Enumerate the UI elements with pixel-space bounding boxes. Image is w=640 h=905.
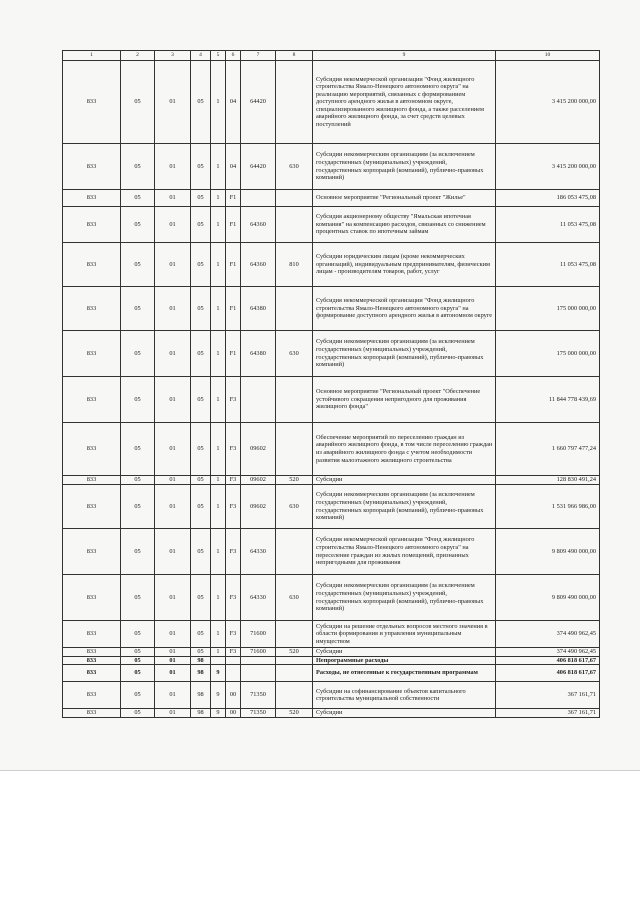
code-cell: F1	[226, 331, 241, 377]
code-cell: 630	[276, 575, 313, 621]
code-cell: 05	[121, 529, 155, 575]
code-cell: 1	[211, 287, 226, 331]
description-cell: Субсидии юридическим лицам (кроме некоммерческих организаций), индивидуальным предпринимателям, физическим лицам - производителям товаров, работ, услуг	[313, 243, 496, 287]
code-cell: F3	[226, 485, 241, 529]
code-cell: F3	[226, 529, 241, 575]
code-cell: 05	[191, 423, 211, 476]
description-cell: Субсидии некоммерческим организациям (за исключением государственных (муниципальных) учреждений, государственных корпораций (компаний), публично-правовых компаний)	[313, 485, 496, 529]
code-cell	[276, 287, 313, 331]
code-cell: 01	[155, 656, 191, 665]
amount-cell: 11 053 475,08	[496, 243, 600, 287]
code-cell: F3	[226, 476, 241, 485]
description-cell: Субсидии	[313, 648, 496, 657]
column-header: 3	[155, 51, 191, 61]
code-cell: 05	[191, 476, 211, 485]
amount-cell: 1 531 966 986,00	[496, 485, 600, 529]
code-cell: 64380	[241, 331, 276, 377]
code-cell: 833	[63, 207, 121, 243]
table-row	[63, 648, 600, 657]
table-row	[63, 331, 600, 377]
code-cell: 1	[211, 207, 226, 243]
code-cell: 05	[121, 621, 155, 648]
table-row	[63, 621, 600, 648]
description-cell: Субсидии	[313, 709, 496, 718]
code-cell: F3	[226, 621, 241, 648]
code-cell: 64330	[241, 529, 276, 575]
description-cell: Основное мероприятие "Региональный проект "Обеспечение устойчивого сокращения непригодного для проживания жилищного фонда"	[313, 377, 496, 423]
code-cell	[276, 423, 313, 476]
code-cell	[276, 682, 313, 709]
code-cell: 05	[121, 423, 155, 476]
code-cell	[241, 665, 276, 682]
table-row	[63, 287, 600, 331]
column-header: 8	[276, 51, 313, 61]
table-row	[63, 709, 600, 718]
code-cell: 1	[211, 621, 226, 648]
code-cell: 520	[276, 476, 313, 485]
table-row	[63, 485, 600, 529]
code-cell: 833	[63, 476, 121, 485]
code-cell: 09602	[241, 485, 276, 529]
table-row	[63, 682, 600, 709]
description-cell: Субсидия акционерному обществу "Ямальская ипотечная компания" на компенсацию расходов, связанных со снижением процентных ставок по ипотечным займам	[313, 207, 496, 243]
description-cell: Обеспечение мероприятий по переселению граждан из аварийного жилищного фонда, в том числе переселению граждан из аварийного жилищного фонда с учетом необходимости развития малоэтажного жилищного строительства	[313, 423, 496, 476]
code-cell: 1	[211, 575, 226, 621]
code-cell: 01	[155, 648, 191, 657]
code-cell: 833	[63, 243, 121, 287]
amount-cell: 374 490 962,45	[496, 648, 600, 657]
code-cell	[241, 377, 276, 423]
code-cell: 05	[191, 377, 211, 423]
code-cell	[211, 656, 226, 665]
description-cell: Субсидии	[313, 476, 496, 485]
code-cell: 01	[155, 423, 191, 476]
code-cell: 05	[191, 575, 211, 621]
code-cell: 98	[191, 656, 211, 665]
code-cell: 833	[63, 144, 121, 190]
code-cell: 04	[226, 144, 241, 190]
code-cell: 04	[226, 61, 241, 144]
column-header: 7	[241, 51, 276, 61]
code-cell: 810	[276, 243, 313, 287]
code-cell	[241, 190, 276, 207]
table-row	[63, 575, 600, 621]
amount-cell: 3 415 200 000,00	[496, 61, 600, 144]
column-header: 2	[121, 51, 155, 61]
amount-cell: 175 000 000,00	[496, 331, 600, 377]
code-cell: 05	[191, 243, 211, 287]
code-cell: 1	[211, 529, 226, 575]
code-cell: 9	[211, 682, 226, 709]
column-header: 6	[226, 51, 241, 61]
code-cell: F1	[226, 243, 241, 287]
code-cell: 630	[276, 331, 313, 377]
code-cell: 05	[121, 207, 155, 243]
code-cell: 1	[211, 243, 226, 287]
code-cell: 01	[155, 377, 191, 423]
page-edge	[0, 770, 640, 771]
code-cell: 01	[155, 331, 191, 377]
code-cell	[226, 665, 241, 682]
table-row	[63, 529, 600, 575]
code-cell: 05	[121, 485, 155, 529]
description-cell: Субсидии некоммерческим организациям (за исключением государственных (муниципальных) учреждений, государственных корпораций (компаний), публично-правовых компаний)	[313, 144, 496, 190]
column-header: 5	[211, 51, 226, 61]
table-row	[63, 665, 600, 682]
description-cell: Расходы, не отнесенные к государственным программам	[313, 665, 496, 682]
code-cell: F1	[226, 287, 241, 331]
code-cell: 833	[63, 287, 121, 331]
code-cell: 833	[63, 485, 121, 529]
code-cell: 9	[211, 665, 226, 682]
code-cell: 71600	[241, 648, 276, 657]
description-cell: Субсидии на решение отдельных вопросов местного значения в области формирования и управления муниципальным имуществом	[313, 621, 496, 648]
code-cell	[276, 665, 313, 682]
table-row	[63, 144, 600, 190]
code-cell: 833	[63, 656, 121, 665]
code-cell: 833	[63, 423, 121, 476]
code-cell: 833	[63, 377, 121, 423]
table-row	[63, 243, 600, 287]
code-cell	[226, 656, 241, 665]
code-cell: 1	[211, 144, 226, 190]
code-cell	[276, 207, 313, 243]
code-cell: 05	[121, 190, 155, 207]
amount-cell: 186 053 475,08	[496, 190, 600, 207]
column-header: 10	[496, 51, 600, 61]
description-cell: Непрограммные расходы	[313, 656, 496, 665]
column-header: 9	[313, 51, 496, 61]
amount-cell: 175 000 000,00	[496, 287, 600, 331]
code-cell: 05	[121, 243, 155, 287]
code-cell: F3	[226, 423, 241, 476]
code-cell: 630	[276, 485, 313, 529]
code-cell: 64420	[241, 61, 276, 144]
description-cell: Субсидия некоммерческой организации "Фонд жилищного строительства Ямало-Ненецкого автономного округа" на переселение граждан из жилых помещений, признанных непригодными для проживания	[313, 529, 496, 575]
code-cell: 05	[191, 190, 211, 207]
code-cell: 1	[211, 485, 226, 529]
code-cell	[276, 621, 313, 648]
code-cell: 05	[191, 207, 211, 243]
code-cell: F3	[226, 377, 241, 423]
code-cell: 71350	[241, 682, 276, 709]
code-cell: 09602	[241, 476, 276, 485]
code-cell: 630	[276, 144, 313, 190]
code-cell: 05	[191, 529, 211, 575]
code-cell: 00	[226, 709, 241, 718]
code-cell: 9	[211, 709, 226, 718]
amount-cell: 406 818 617,67	[496, 656, 600, 665]
amount-cell: 9 809 490 000,00	[496, 529, 600, 575]
code-cell: 833	[63, 575, 121, 621]
code-cell: 05	[191, 287, 211, 331]
code-cell: 09602	[241, 423, 276, 476]
code-cell: 05	[191, 61, 211, 144]
code-cell: 833	[63, 190, 121, 207]
code-cell: 833	[63, 61, 121, 144]
code-cell: 98	[191, 665, 211, 682]
code-cell: 05	[121, 144, 155, 190]
code-cell: 01	[155, 207, 191, 243]
table-row	[63, 656, 600, 665]
code-cell: 05	[121, 377, 155, 423]
code-cell	[276, 377, 313, 423]
amount-cell: 374 490 962,45	[496, 621, 600, 648]
amount-cell: 367 161,71	[496, 709, 600, 718]
code-cell: 05	[121, 709, 155, 718]
amount-cell: 11 844 778 439,69	[496, 377, 600, 423]
code-cell: 64330	[241, 575, 276, 621]
code-cell: 64360	[241, 207, 276, 243]
description-cell: Субсидия некоммерческой организации "Фонд жилищного строительства Ямало-Ненецкого автономного округа" на формирование доступного арендного жилья в автономном округе	[313, 287, 496, 331]
code-cell: 01	[155, 529, 191, 575]
budget-table	[62, 50, 600, 718]
code-cell: 01	[155, 190, 191, 207]
code-cell: 05	[121, 476, 155, 485]
amount-cell: 11 053 475,08	[496, 207, 600, 243]
description-cell: Субсидии некоммерческим организациям (за исключением государственных (муниципальных) учреждений, государственных корпораций (компаний), публично-правовых компаний)	[313, 331, 496, 377]
code-cell: 98	[191, 709, 211, 718]
code-cell: 833	[63, 665, 121, 682]
amount-cell: 9 809 490 000,00	[496, 575, 600, 621]
table-row	[63, 61, 600, 144]
code-cell: 01	[155, 476, 191, 485]
code-cell: 01	[155, 61, 191, 144]
column-header: 1	[63, 51, 121, 61]
amount-cell: 3 415 200 000,00	[496, 144, 600, 190]
code-cell: 01	[155, 144, 191, 190]
code-cell	[276, 529, 313, 575]
column-header: 4	[191, 51, 211, 61]
code-cell: 05	[191, 331, 211, 377]
code-cell: 1	[211, 476, 226, 485]
code-cell: F3	[226, 648, 241, 657]
code-cell: 1	[211, 190, 226, 207]
code-cell: 05	[121, 665, 155, 682]
code-cell: 05	[121, 61, 155, 144]
description-cell: Субсидии некоммерческим организациям (за исключением государственных (муниципальных) учреждений, государственных корпораций (компаний), публично-правовых компаний)	[313, 575, 496, 621]
code-cell: 01	[155, 243, 191, 287]
code-cell	[241, 656, 276, 665]
code-cell: 64420	[241, 144, 276, 190]
amount-cell: 406 818 617,67	[496, 665, 600, 682]
code-cell: 520	[276, 648, 313, 657]
amount-cell: 128 830 491,24	[496, 476, 600, 485]
code-cell: 71350	[241, 709, 276, 718]
table-row	[63, 476, 600, 485]
code-cell: 1	[211, 377, 226, 423]
code-cell: 05	[191, 621, 211, 648]
amount-cell: 367 161,71	[496, 682, 600, 709]
code-cell: 01	[155, 575, 191, 621]
description-cell: Основное мероприятие "Региональный проект "Жилье"	[313, 190, 496, 207]
code-cell: 1	[211, 648, 226, 657]
code-cell: 01	[155, 287, 191, 331]
table-row	[63, 423, 600, 476]
table-row	[63, 207, 600, 243]
code-cell: 833	[63, 648, 121, 657]
code-cell: 05	[121, 287, 155, 331]
description-cell: Субсидия некоммерческой организации "Фонд жилищного строительства Ямало-Ненецкого автономного округа" на реализацию мероприятий, связанных с формированием доступного арендного жилья в автономном округе, специализированного жилищного фонда, а также расселением аварийного жилищного фонда, за счет средств целевых поступлений	[313, 61, 496, 144]
code-cell: 833	[63, 529, 121, 575]
code-cell: 833	[63, 621, 121, 648]
table-row	[63, 190, 600, 207]
code-cell: 1	[211, 331, 226, 377]
code-cell	[276, 656, 313, 665]
code-cell: 833	[63, 709, 121, 718]
code-cell: 05	[191, 485, 211, 529]
description-cell: Субсидии на софинансирование объектов капитального строительства муниципальной собственности	[313, 682, 496, 709]
code-cell: 01	[155, 485, 191, 529]
code-cell: 01	[155, 621, 191, 648]
code-cell: 98	[191, 682, 211, 709]
code-cell: F3	[226, 575, 241, 621]
code-cell: 05	[121, 656, 155, 665]
amount-cell: 1 660 797 477,24	[496, 423, 600, 476]
code-cell: 1	[211, 61, 226, 144]
code-cell: 833	[63, 682, 121, 709]
code-cell: 01	[155, 665, 191, 682]
code-cell	[276, 61, 313, 144]
code-cell: 64380	[241, 287, 276, 331]
code-cell: 05	[121, 331, 155, 377]
code-cell: 05	[191, 648, 211, 657]
code-cell: 00	[226, 682, 241, 709]
code-cell: 833	[63, 331, 121, 377]
code-cell: 05	[121, 682, 155, 709]
table-row	[63, 377, 600, 423]
code-cell: F1	[226, 190, 241, 207]
code-cell: 1	[211, 423, 226, 476]
code-cell: 05	[121, 575, 155, 621]
code-cell: 05	[121, 648, 155, 657]
code-cell: 05	[191, 144, 211, 190]
code-cell	[276, 190, 313, 207]
code-cell: F1	[226, 207, 241, 243]
code-cell: 71600	[241, 621, 276, 648]
code-cell: 01	[155, 682, 191, 709]
code-cell: 64360	[241, 243, 276, 287]
code-cell: 520	[276, 709, 313, 718]
code-cell: 01	[155, 709, 191, 718]
column-header-row	[63, 51, 600, 61]
